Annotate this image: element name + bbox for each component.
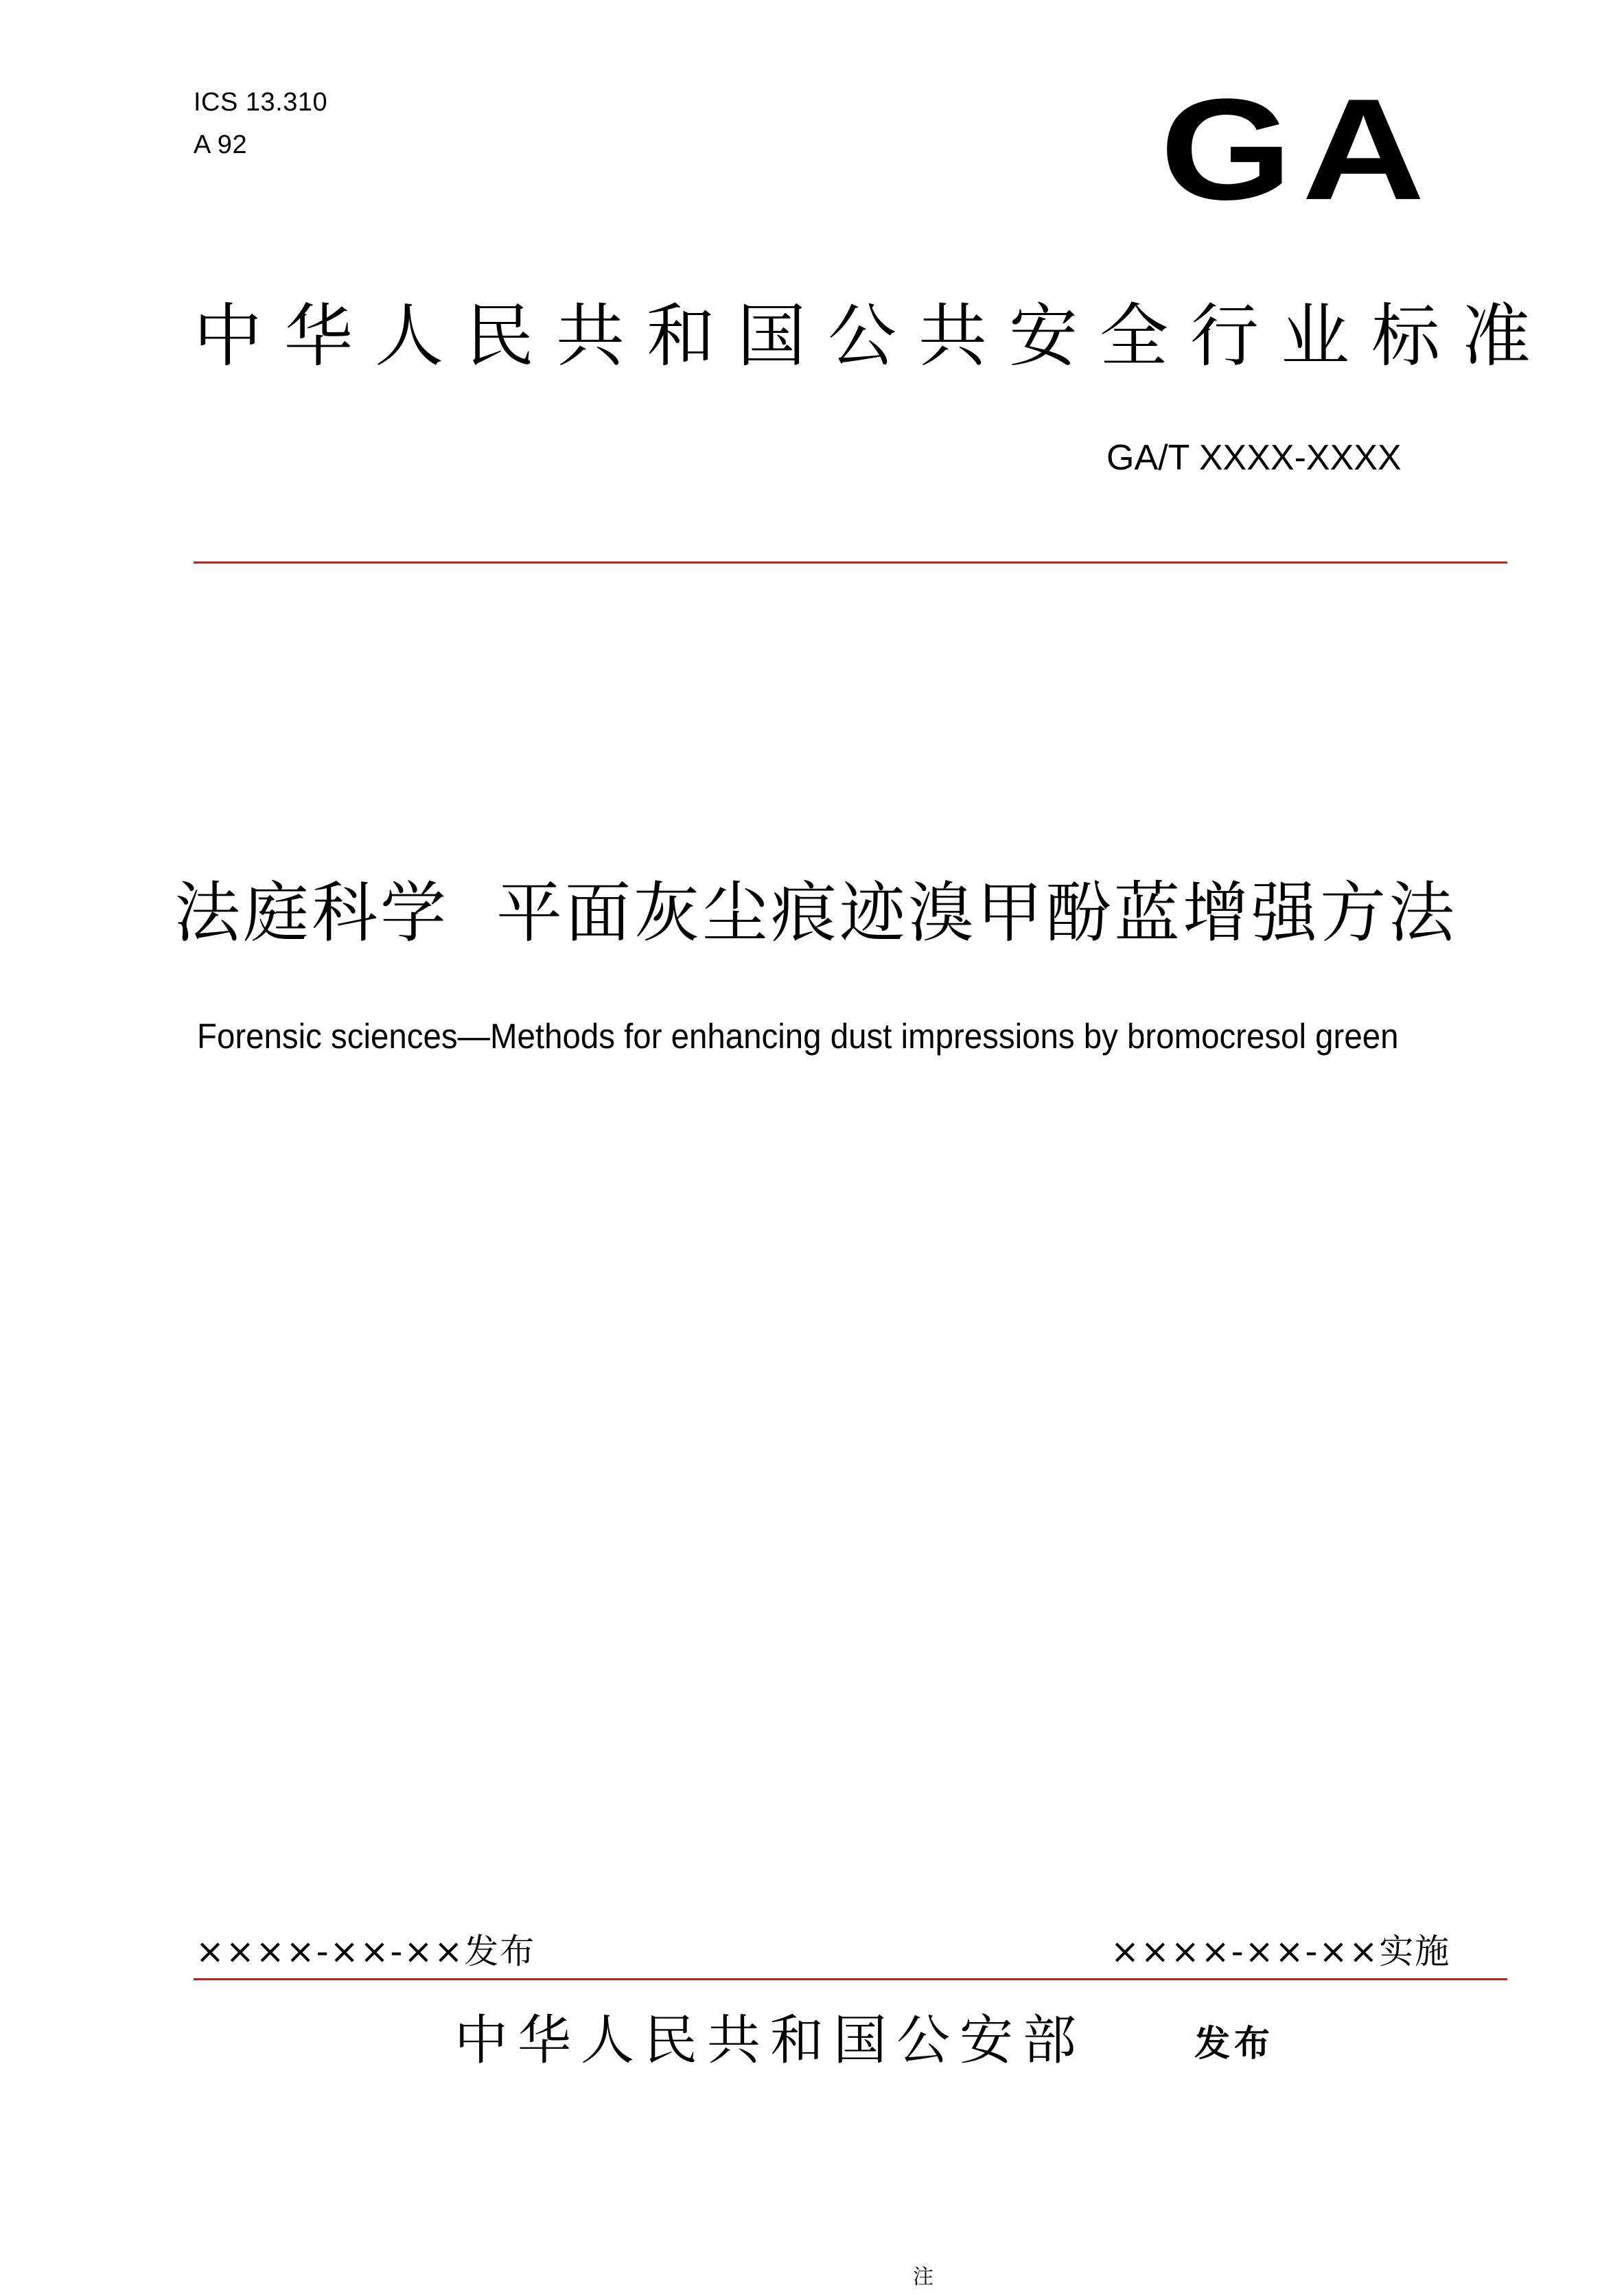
top-divider (194, 561, 1507, 564)
document-title-chinese: 法庭科学 平面灰尘痕迹溴甲酚蓝增强方法 (174, 874, 1458, 951)
footer-note: 注 (913, 2265, 933, 2289)
ga-logo: GA (1160, 69, 1435, 230)
issue-date: ××××-××-××发布 (196, 1932, 536, 1971)
standard-code: GA/T XXXX-XXXX (1106, 438, 1402, 478)
standard-category-title: 中华人民共和国公共安全行业标准 (194, 296, 1553, 376)
document-title-english: Forensic sciences—Methods for enhancing dust impressions by bromocresol green (197, 1017, 1399, 1056)
publisher-name: 中华人民共和国公安部 (454, 2010, 1087, 2072)
ics-code: ICS 13.310 (194, 88, 328, 117)
implementation-date: ××××-××-××实施 (1111, 1932, 1451, 1971)
bottom-divider (194, 1978, 1507, 1980)
ccs-code: A 92 (194, 130, 248, 159)
publisher-suffix: 发布 (1194, 2024, 1275, 2065)
classification-codes (194, 81, 327, 166)
